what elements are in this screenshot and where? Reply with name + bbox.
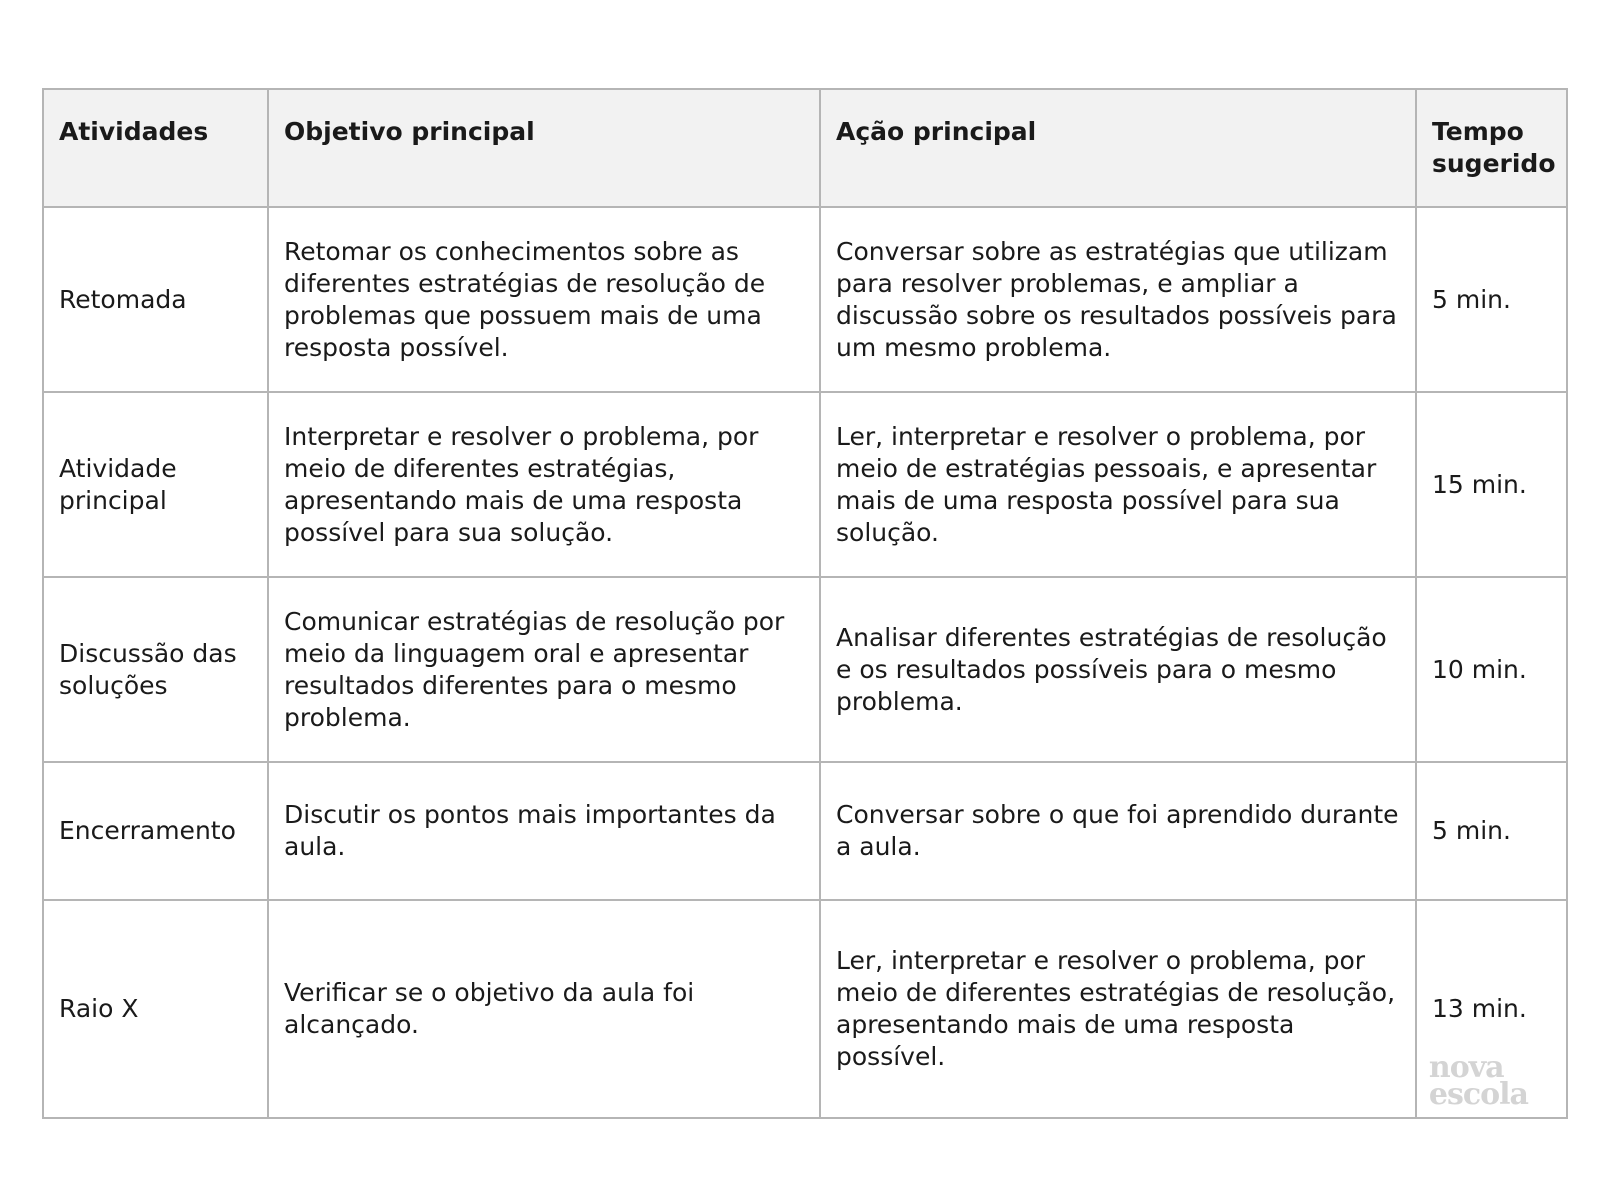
lesson-plan-table-wrapper: [42, 88, 1566, 1119]
cell-tempo: 13 min.: [1432, 994, 1527, 1023]
table-row: [43, 392, 1567, 577]
header-objetivo-principal: Objetivo principal: [268, 89, 820, 207]
table-header-row: [43, 89, 1567, 207]
cell-objetivo: Discutir os pontos mais importantes da aula.: [268, 762, 820, 900]
cell-objetivo: Interpretar e resolver o problema, por meio de diferentes estratégias, apresentando mais de uma resposta possível para sua solução.: [268, 392, 820, 577]
cell-atividade: Raio X: [43, 900, 268, 1118]
lesson-plan-table: [42, 88, 1568, 1119]
header-tempo-sugerido: Tempo sugerido: [1416, 89, 1567, 207]
cell-acao: Ler, interpretar e resolver o problema, por meio de diferentes estratégias de resolução, apresentando mais de uma resposta possível.: [820, 900, 1416, 1118]
header-atividades: Atividades: [43, 89, 268, 207]
logo-line-escola: escola: [1428, 1077, 1528, 1112]
cell-atividade: Atividade principal: [43, 392, 268, 577]
cell-acao: Analisar diferentes estratégias de resolução e os resultados possíveis para o mesmo problema.: [820, 577, 1416, 762]
cell-acao: Conversar sobre o que foi aprendido durante a aula.: [820, 762, 1416, 900]
table-row: [43, 762, 1567, 900]
cell-tempo: 5 min.: [1416, 207, 1567, 392]
table-row: [43, 207, 1567, 392]
cell-objetivo: Retomar os conhecimentos sobre as diferentes estratégias de resolução de problemas que possuem mais de uma resposta possível.: [268, 207, 820, 392]
cell-tempo: 10 min.: [1416, 577, 1567, 762]
cell-atividade: Discussão das soluções: [43, 577, 268, 762]
cell-acao: Conversar sobre as estratégias que utilizam para resolver problemas, e ampliar a discussão sobre os resultados possíveis para um mesmo problema.: [820, 207, 1416, 392]
header-acao-principal: Ação principal: [820, 89, 1416, 207]
table-row: [43, 577, 1567, 762]
cell-tempo-with-watermark: [1416, 900, 1567, 1118]
cell-tempo: 5 min.: [1416, 762, 1567, 900]
cell-tempo: 15 min.: [1416, 392, 1567, 577]
table-row: [43, 900, 1567, 1118]
cell-atividade: Retomada: [43, 207, 268, 392]
cell-objetivo: Comunicar estratégias de resolução por meio da linguagem oral e apresentar resultados diferentes para o mesmo problema.: [268, 577, 820, 762]
nova-escola-logo: [1428, 1050, 1528, 1112]
cell-objetivo: Verificar se o objetivo da aula foi alcançado.: [268, 900, 820, 1118]
cell-atividade: Encerramento: [43, 762, 268, 900]
cell-acao: Ler, interpretar e resolver o problema, por meio de estratégias pessoais, e apresentar mais de uma resposta possível para sua solução.: [820, 392, 1416, 577]
logo-line-nova: nova: [1428, 1050, 1504, 1085]
